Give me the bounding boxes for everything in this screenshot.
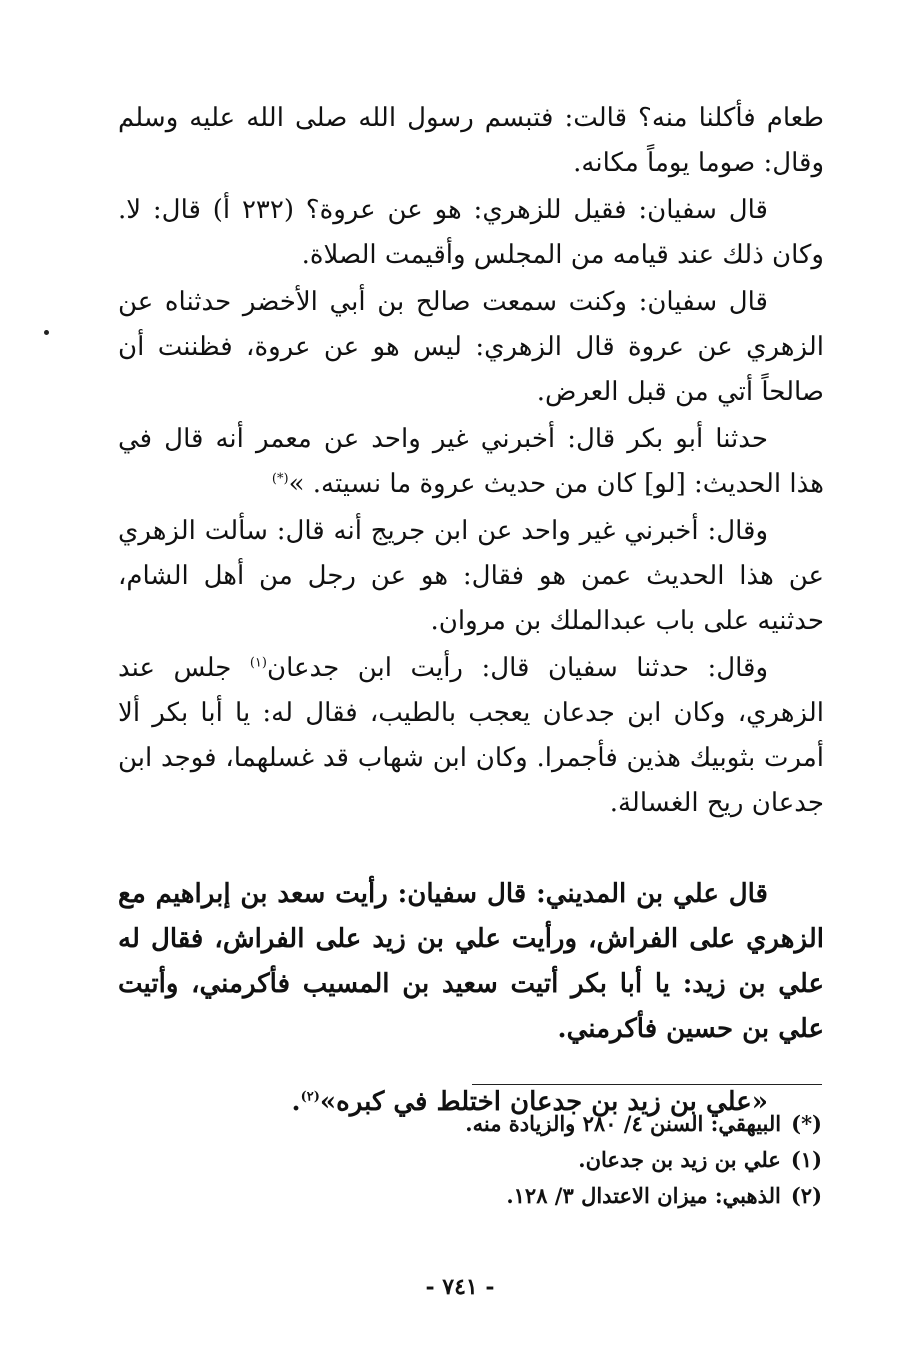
paragraph-1: طعام فأكلنا منه؟ قالت: فتبسم رسول الله صلى الله عليه وسلم وقال: صوما يوماً مكانه. (118, 103, 824, 178)
paragraph-7: قال علي بن المديني: قال سفيان: رأيت سعد بن إبراهيم مع الزهري على الفراش، ورأيت علي بن زيد على الفراش، فقال له علي بن زيد: يا أبا بكر أتيت سعيد بن المسيب فأكرمني، وأتيت علي بن حسين فأكرمني. (118, 879, 824, 1044)
paragraph-4-text: حدثنا أبو بكر قال: أخبرني غير واحد عن معمر أنه قال في هذا الحديث: [لو] كان من حديث عروة ما نسيته. » (118, 424, 824, 499)
stray-ink-dot (44, 330, 49, 335)
paragraph-3: قال سفيان: وكنت سمعت صالح بن أبي الأخضر حدثناه عن الزهري عن عروة قال الزهري: ليس هو عن عروة، فظننت أن صالحاً أتي من قبل العرض. (118, 287, 824, 407)
paragraph-6 (118, 646, 824, 826)
footnote-text: علي بن زيد بن جدعان. (578, 1147, 781, 1172)
footnote-text: الذهبي: ميزان الاعتدال ٣/ ١٢٨. (506, 1183, 781, 1208)
footnote-ref-1: (١) (249, 655, 267, 671)
footnote-mark: (*) (791, 1111, 822, 1136)
footnote-ref-2: (٢) (300, 1089, 320, 1105)
paragraph-5: وقال: أخبرني غير واحد عن ابن جريج أنه قال: سألت الزهري عن هذا الحديث عمن هو فقال: هو عن رجل من أهل الشام، حدثنيه على باب عبدالملك بن مروان. (118, 516, 824, 636)
quote-end: . (291, 1087, 301, 1117)
section-gap (118, 828, 824, 872)
quote-text: «علي بن زيد بن جدعان اختلط في كبره» (319, 1087, 768, 1117)
paragraph-6-text-b: جلس عند الزهري، وكان ابن جدعان يعجب بالطيب، فقال له: يا أبا بكر ألا أمرت بثوبيك هذين فأجمرا. وكان ابن شهاب قد غسلهما، فوجد ابن جدعان ريح الغسالة. (118, 653, 824, 818)
footnote-divider (472, 1084, 822, 1085)
paragraph-2: قال سفيان: فقيل للزهري: هو عن عروة؟ (٢٣٢ أ) قال: لا. وكان ذلك عند قيامه من المجلس وأقيمت الصلاة. (118, 195, 824, 270)
footnote-1 (118, 1142, 822, 1178)
paragraph-4 (118, 417, 824, 507)
main-text (118, 96, 824, 1151)
footnotes (118, 1106, 822, 1214)
page-number: - ٧٤١ - (425, 1274, 495, 1300)
paragraph-6-text-a: وقال: حدثنا سفيان قال: رأيت ابن جدعان (266, 653, 769, 683)
footnote-mark: (٢) (790, 1183, 822, 1208)
footnote-ref-star: (*) (271, 471, 289, 487)
footnote-mark: (١) (790, 1147, 822, 1172)
footnote-star (118, 1106, 822, 1142)
footnote-text: البيهقي: السنن ٤/ ٢٨٠ والزيادة منه. (465, 1111, 782, 1136)
footnote-2 (118, 1178, 822, 1214)
